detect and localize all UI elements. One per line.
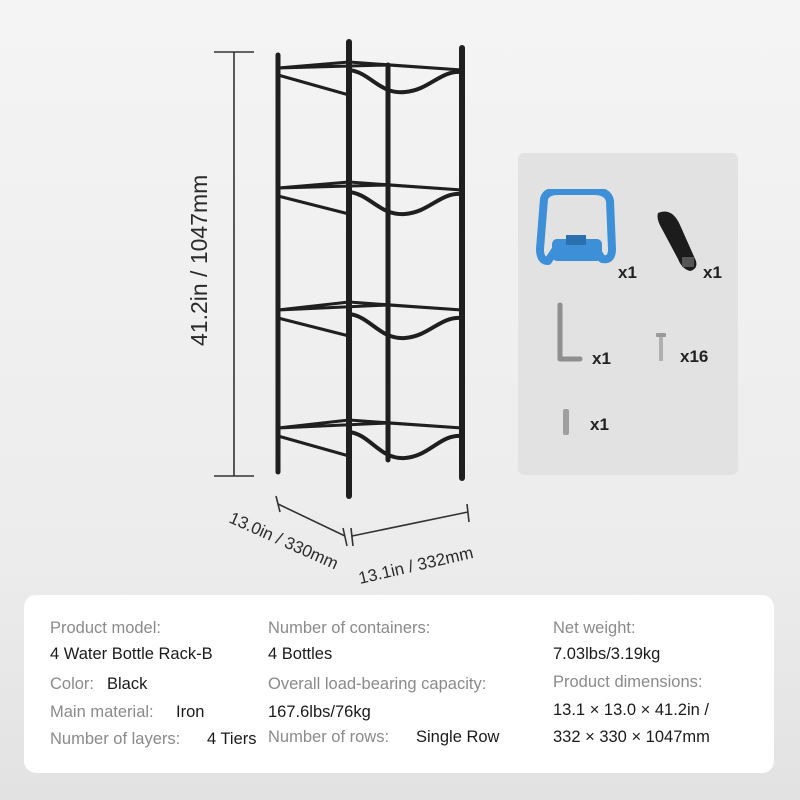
allen-key-qty: x1	[592, 349, 611, 368]
strap-qty: x1	[703, 263, 722, 282]
color-value: Black	[107, 675, 148, 693]
rack-illustration	[0, 0, 520, 600]
dims-value-line1: 13.1 × 13.0 × 41.2in /	[553, 701, 709, 719]
weight-label: Net weight:	[553, 619, 636, 637]
accessories-panel	[518, 153, 738, 475]
containers-value: 4 Bottles	[268, 645, 333, 663]
height-label: 41.2in / 1047mm	[186, 174, 212, 346]
product-model-value: 4 Water Bottle Rack-B	[50, 645, 213, 663]
layers-value: 4 Tiers	[207, 730, 257, 748]
height-dimension	[214, 52, 254, 476]
color-label: Color:	[50, 675, 95, 693]
allen-key-icon	[554, 301, 584, 367]
width-dimension	[351, 504, 469, 546]
containers-label: Number of containers:	[268, 619, 431, 637]
handle-qty: x1	[618, 263, 637, 282]
material-value: Iron	[176, 703, 205, 721]
material-label: Main material:	[50, 703, 154, 721]
strap-icon	[652, 205, 702, 275]
capacity-label: Overall load-bearing capacity:	[268, 675, 487, 693]
capacity-value: 167.6lbs/76kg	[268, 703, 371, 721]
rack-frame	[278, 42, 462, 496]
rows-value: Single Row	[416, 728, 500, 746]
pin-icon	[560, 407, 572, 437]
dims-value-line2: 332 × 330 × 1047mm	[553, 728, 710, 746]
screw-icon	[654, 331, 668, 365]
pin-qty: x1	[590, 415, 609, 434]
weight-value: 7.03lbs/3.19kg	[553, 645, 661, 663]
handle-icon	[536, 189, 616, 279]
layers-label: Number of layers:	[50, 730, 181, 748]
width-label: 13.1in / 332mm	[356, 543, 476, 588]
depth-label: 13.0in / 330mm	[226, 508, 342, 574]
screw-qty: x16	[680, 347, 709, 366]
specs-card	[24, 595, 774, 773]
rows-label: Number of rows:	[268, 728, 390, 746]
product-model-label: Product model:	[50, 619, 161, 637]
dims-label: Product dimensions:	[553, 673, 703, 691]
